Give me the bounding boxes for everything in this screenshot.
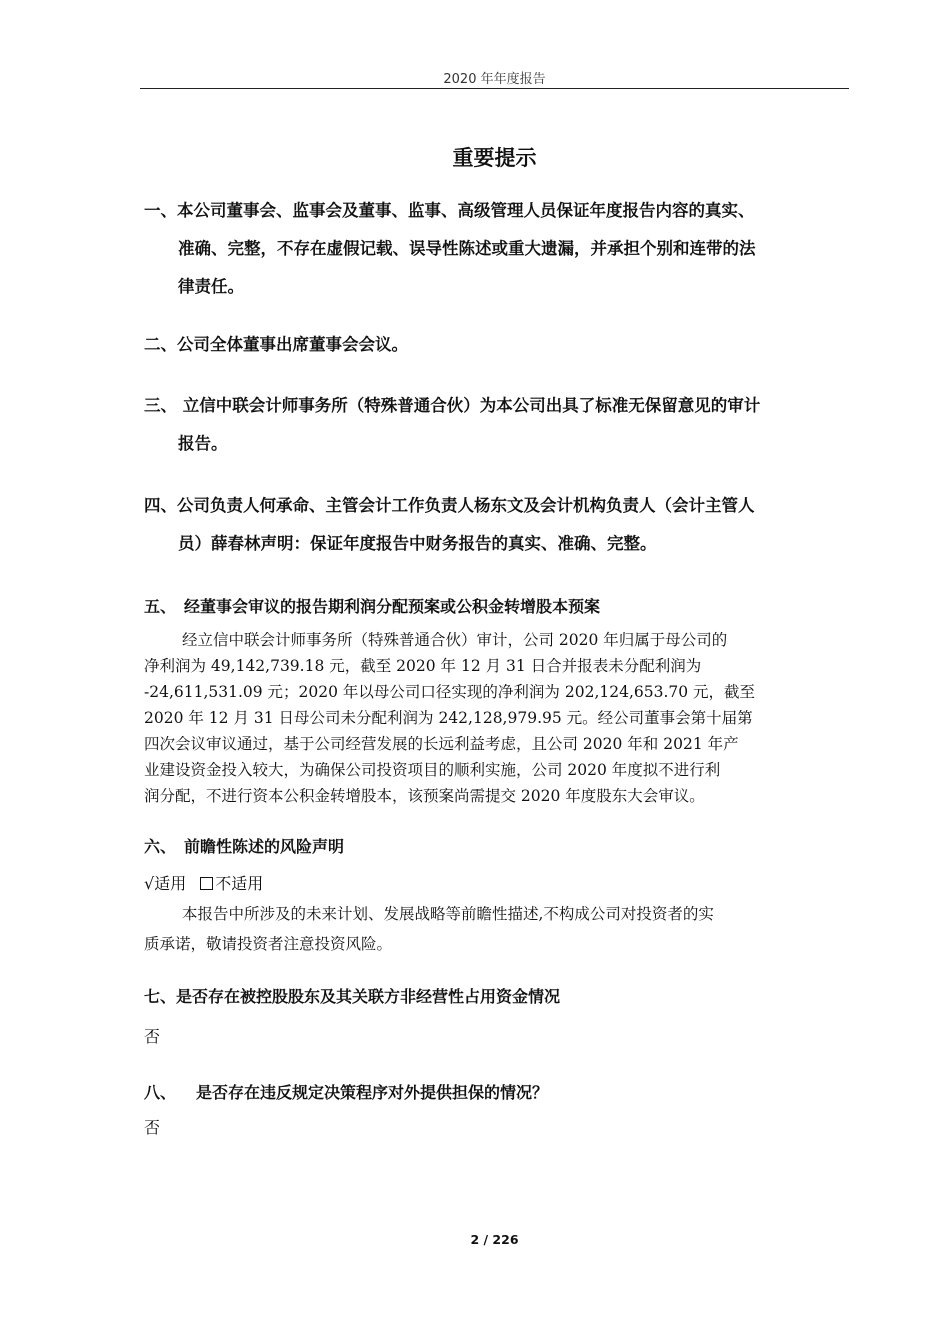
notice-item-1-line-2: 准确、完整，不存在虚假记载、误导性陈述或重大遗漏，并承担个别和连带的法: [178, 239, 756, 258]
notice-item-1-line-1: 一、本公司董事会、监事会及董事、监事、高级管理人员保证年度报告内容的真实、: [144, 201, 755, 220]
not-applicable-label: 不适用: [215, 874, 264, 893]
section-5-line: 业建设资金投入较大，为确保公司投资项目的顺利实施，公司 2020 年度拟不进行利: [144, 761, 721, 779]
section-5-line: 四次会议审议通过，基于公司经营发展的长远利益考虑，且公司 2020 年和 2021 年产: [144, 735, 739, 753]
section-8-number: 八、: [144, 1083, 177, 1102]
section-8-answer: 否: [144, 1118, 161, 1137]
page-number: 2 / 226: [470, 1232, 519, 1247]
notice-item-3-line-1: 三、 立信中联会计师事务所（特殊普通合伙）为本公司出具了标准无保留意见的审计: [144, 396, 761, 415]
section-5-number: 五、: [144, 597, 177, 616]
section-5-heading: [144, 594, 852, 617]
applicability-row: [144, 871, 263, 894]
notice-item-1: [144, 192, 852, 306]
section-5-line: 净利润为 49,142,739.18 元，截至 2020 年 12 月 31 日合并报表未分配利润为: [144, 657, 702, 675]
section-6-title: 前瞻性陈述的风险声明: [184, 837, 345, 856]
section-7-answer: 否: [144, 1027, 161, 1046]
notice-item-3: [144, 387, 852, 463]
notice-item-2: [144, 326, 852, 364]
section-6-heading: [144, 834, 852, 857]
page-title: 重要提示: [452, 146, 537, 170]
notice-item-2-line-1: 二、公司全体董事出席董事会会议。: [144, 335, 408, 354]
section-5-line: -24,611,531.09 元；2020 年以母公司口径实现的净利润为 202,124,653.70 元，截至: [144, 683, 756, 701]
section-5-body: [144, 627, 852, 809]
empty-checkbox-icon: [200, 877, 213, 890]
section-5-line: 2020 年 12 月 31 日母公司未分配利润为 242,128,979.95 元。经公司董事会第十届第: [144, 709, 753, 727]
section-6-number: 六、: [144, 837, 177, 856]
section-8-title: 是否存在违反规定决策程序对外提供担保的情况？: [196, 1083, 549, 1102]
section-8-heading: [144, 1080, 852, 1103]
running-header: 2020 年年度报告: [443, 72, 546, 87]
applicable-label: 适用: [154, 874, 187, 893]
section-5-line: 经立信中联会计师事务所（特殊普通合伙）审计，公司 2020 年归属于母公司的: [182, 631, 728, 649]
notice-item-1-line-3: 律责任。: [178, 277, 244, 296]
notice-item-4-line-1: 四、公司负责人何承命、主管会计工作负责人杨东文及会计机构负责人（会计主管人: [144, 496, 755, 515]
section-7-heading: 七、是否存在被控股股东及其关联方非经营性占用资金情况: [144, 987, 561, 1006]
section-5-title: 经董事会审议的报告期利润分配预案或公积金转增股本预案: [184, 597, 601, 616]
notice-item-3-line-2: 报告。: [178, 434, 228, 453]
check-mark-icon: √: [144, 874, 155, 893]
header-divider: [140, 88, 849, 89]
section-5-line: 润分配，不进行资本公积金转增股本，该预案尚需提交 2020 年度股东大会审议。: [144, 787, 705, 805]
notice-item-4: [144, 487, 852, 563]
section-6-body: [144, 899, 852, 959]
section-6-line: 质承诺，敬请投资者注意投资风险。: [144, 935, 393, 953]
notice-item-4-line-2: 员）薛春林声明：保证年度报告中财务报告的真实、准确、完整。: [178, 534, 657, 553]
section-6-line: 本报告中所涉及的未来计划、发展战略等前瞻性描述,不构成公司对投资者的实: [182, 905, 714, 923]
